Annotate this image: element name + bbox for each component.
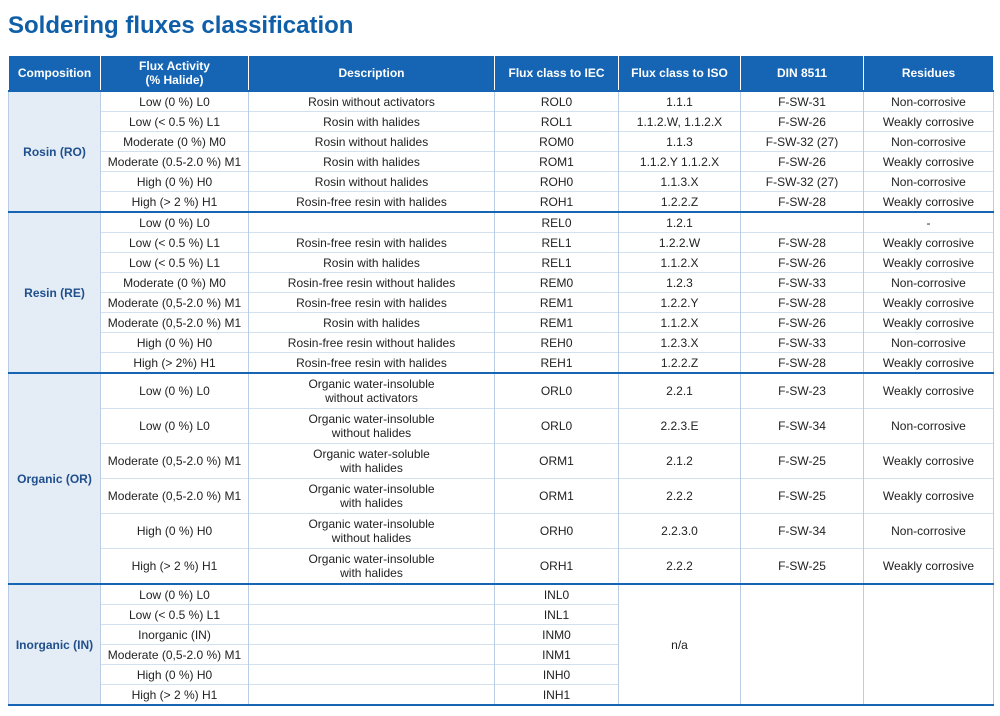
header-flux-activity [101,56,249,92]
header-flux-activity-line1: Flux Activity [139,59,210,73]
activity-cell: Moderate (0.5-2.0 %) M1 [101,152,249,172]
residues-cell: Weakly corrosive [864,479,994,514]
iso-cell: 2.2.2 [619,479,741,514]
table-row [9,479,994,514]
description-cell: Rosin-free resin without halides [249,333,495,353]
composition-resin: Resin (RE) [9,212,101,373]
iec-cell: ORM1 [495,444,619,479]
iso-cell: 2.2.3.0 [619,514,741,549]
iso-cell: 1.2.2.Y [619,293,741,313]
description-cell [249,212,495,233]
residues-cell: - [864,212,994,233]
description-cell [249,605,495,625]
activity-cell: Moderate (0,5-2.0 %) M1 [101,479,249,514]
description-cell: Rosin-free resin with halides [249,233,495,253]
table-row [9,373,994,409]
iso-cell: 1.2.2.Z [619,192,741,213]
din-cell: F-SW-34 [741,409,864,444]
description-cell [249,549,495,585]
iso-cell: 1.1.1 [619,91,741,112]
description-cell [249,514,495,549]
din-empty-cell [741,584,864,705]
iec-cell: INM0 [495,625,619,645]
activity-cell: High (> 2 %) H1 [101,549,249,585]
composition-inorganic: Inorganic (IN) [9,584,101,705]
iso-cell: 2.2.3.E [619,409,741,444]
iso-cell: 2.2.2 [619,549,741,585]
din-cell: F-SW-32 (27) [741,172,864,192]
description-line1: Organic water-insoluble [308,412,435,426]
table-row [9,152,994,172]
activity-cell: Low (< 0.5 %) L1 [101,112,249,132]
description-cell: Rosin with halides [249,313,495,333]
description-line1: Organic water-insoluble [308,482,435,496]
header-row [9,56,994,92]
iec-cell: REH1 [495,353,619,374]
residues-empty-cell [864,584,994,705]
activity-cell: Moderate (0,5-2.0 %) M1 [101,444,249,479]
table-row [9,514,994,549]
iec-cell: ORL0 [495,409,619,444]
activity-cell: High (> 2 %) H1 [101,685,249,706]
table-row [9,444,994,479]
description-cell: Rosin-free resin with halides [249,353,495,374]
residues-cell: Weakly corrosive [864,313,994,333]
din-cell: F-SW-28 [741,293,864,313]
activity-cell: Low (0 %) L0 [101,212,249,233]
description-line2: with halides [340,496,403,510]
din-cell: F-SW-31 [741,91,864,112]
header-residues: Residues [864,56,994,92]
iec-cell: REL0 [495,212,619,233]
activity-cell: Low (0 %) L0 [101,409,249,444]
description-line2: without activators [325,391,418,405]
iso-cell: 1.2.2.Z [619,353,741,374]
activity-cell: Moderate (0,5-2.0 %) M1 [101,313,249,333]
din-cell: F-SW-34 [741,514,864,549]
iso-cell: 1.1.2.X [619,313,741,333]
description-cell [249,625,495,645]
iec-cell: INL0 [495,584,619,605]
activity-cell: Low (< 0.5 %) L1 [101,605,249,625]
activity-cell: High (> 2%) H1 [101,353,249,374]
residues-cell: Non-corrosive [864,132,994,152]
header-description: Description [249,56,495,92]
iso-cell: 1.1.2.W, 1.1.2.X [619,112,741,132]
iec-cell: REH0 [495,333,619,353]
description-cell: Rosin without activators [249,91,495,112]
iec-cell: INL1 [495,605,619,625]
activity-cell: Inorganic (IN) [101,625,249,645]
din-cell: F-SW-28 [741,192,864,213]
header-iso: Flux class to ISO [619,56,741,92]
table-row [9,584,994,605]
iso-cell: 1.1.2.X [619,253,741,273]
iso-cell: 1.1.2.Y 1.1.2.X [619,152,741,172]
description-cell [249,409,495,444]
residues-cell: Weakly corrosive [864,293,994,313]
iso-na-cell: n/a [619,584,741,705]
table-row [9,313,994,333]
activity-cell: High (0 %) H0 [101,665,249,685]
header-iec: Flux class to IEC [495,56,619,92]
iso-cell: 1.1.3.X [619,172,741,192]
residues-cell: Non-corrosive [864,333,994,353]
activity-cell: High (0 %) H0 [101,514,249,549]
iec-cell: ROM0 [495,132,619,152]
description-cell [249,645,495,665]
residues-cell: Weakly corrosive [864,444,994,479]
activity-cell: High (0 %) H0 [101,172,249,192]
description-line1: Organic water-insoluble [308,377,435,391]
residues-cell: Non-corrosive [864,514,994,549]
residues-cell: Non-corrosive [864,172,994,192]
description-cell: Rosin-free resin with halides [249,192,495,213]
composition-rosin: Rosin (RO) [9,91,101,212]
header-composition: Composition [9,56,101,92]
din-cell: F-SW-26 [741,112,864,132]
table-row [9,549,994,585]
activity-cell: Moderate (0,5-2.0 %) M1 [101,645,249,665]
iec-cell: ORL0 [495,373,619,409]
iec-cell: REM0 [495,273,619,293]
iso-cell: 2.1.2 [619,444,741,479]
din-cell: F-SW-26 [741,313,864,333]
din-cell: F-SW-26 [741,152,864,172]
iec-cell: ROM1 [495,152,619,172]
description-line2: with halides [340,566,403,580]
table-row [9,253,994,273]
iec-cell: INH0 [495,665,619,685]
table-row [9,333,994,353]
activity-cell: High (0 %) H0 [101,333,249,353]
table-row [9,409,994,444]
iec-cell: REL1 [495,233,619,253]
header-flux-activity-line2: (% Halide) [145,73,204,87]
table-body [9,91,994,705]
iec-cell: ROH0 [495,172,619,192]
residues-cell: Weakly corrosive [864,353,994,374]
description-cell: Rosin with halides [249,253,495,273]
din-cell: F-SW-25 [741,444,864,479]
iec-cell: REL1 [495,253,619,273]
din-cell: F-SW-32 (27) [741,132,864,152]
residues-cell: Weakly corrosive [864,152,994,172]
din-cell: F-SW-28 [741,353,864,374]
din-cell: F-SW-25 [741,549,864,585]
activity-cell: High (> 2 %) H1 [101,192,249,213]
activity-cell: Low (0 %) L0 [101,91,249,112]
description-line2: with halides [340,461,403,475]
description-cell: Rosin-free resin with halides [249,293,495,313]
table-row [9,233,994,253]
residues-cell: Non-corrosive [864,273,994,293]
residues-cell: Non-corrosive [864,91,994,112]
description-line2: without halides [331,426,412,440]
iec-cell: ROL0 [495,91,619,112]
residues-cell: Weakly corrosive [864,373,994,409]
iec-cell: ORM1 [495,479,619,514]
table-row [9,353,994,374]
description-line1: Organic water-insoluble [308,552,435,566]
description-cell: Rosin without halides [249,132,495,152]
residues-cell: Weakly corrosive [864,549,994,585]
description-cell [249,444,495,479]
iec-cell: INM1 [495,645,619,665]
iso-cell: 1.2.1 [619,212,741,233]
table-row [9,212,994,233]
description-cell [249,584,495,605]
activity-cell: Moderate (0 %) M0 [101,273,249,293]
iec-cell: ORH1 [495,549,619,585]
description-cell: Rosin with halides [249,152,495,172]
iso-cell: 1.2.2.W [619,233,741,253]
page-title: Soldering fluxes classification [8,12,354,39]
activity-cell: Low (0 %) L0 [101,584,249,605]
table-row [9,293,994,313]
residues-cell: Weakly corrosive [864,112,994,132]
description-cell [249,685,495,706]
table-row [9,192,994,213]
description-line2: without halides [331,531,412,545]
header-din: DIN 8511 [741,56,864,92]
flux-classification-table [8,55,994,706]
table-row [9,172,994,192]
residues-cell: Non-corrosive [864,409,994,444]
residues-cell: Weakly corrosive [864,233,994,253]
iec-cell: ORH0 [495,514,619,549]
table-row [9,91,994,112]
din-cell: F-SW-23 [741,373,864,409]
iec-cell: INH1 [495,685,619,706]
description-cell: Rosin-free resin without halides [249,273,495,293]
table-row [9,112,994,132]
table-row [9,273,994,293]
description-line1: Organic water-soluble [313,447,430,461]
description-cell [249,665,495,685]
residues-cell: Weakly corrosive [864,192,994,213]
din-cell: F-SW-25 [741,479,864,514]
din-cell [741,212,864,233]
din-cell: F-SW-26 [741,253,864,273]
iso-cell: 1.1.3 [619,132,741,152]
activity-cell: Low (< 0.5 %) L1 [101,233,249,253]
iso-cell: 1.2.3.X [619,333,741,353]
din-cell: F-SW-28 [741,233,864,253]
activity-cell: Moderate (0 %) M0 [101,132,249,152]
description-cell: Rosin with halides [249,112,495,132]
description-cell: Rosin without halides [249,172,495,192]
iec-cell: REM1 [495,293,619,313]
composition-organic: Organic (OR) [9,373,101,584]
iso-cell: 1.2.3 [619,273,741,293]
table-row [9,132,994,152]
activity-cell: Low (0 %) L0 [101,373,249,409]
iec-cell: ROH1 [495,192,619,213]
residues-cell: Weakly corrosive [864,253,994,273]
activity-cell: Moderate (0,5-2.0 %) M1 [101,293,249,313]
activity-cell: Low (< 0.5 %) L1 [101,253,249,273]
description-cell [249,479,495,514]
description-line1: Organic water-insoluble [308,517,435,531]
din-cell: F-SW-33 [741,273,864,293]
iec-cell: REM1 [495,313,619,333]
din-cell: F-SW-33 [741,333,864,353]
description-cell [249,373,495,409]
iec-cell: ROL1 [495,112,619,132]
iso-cell: 2.2.1 [619,373,741,409]
